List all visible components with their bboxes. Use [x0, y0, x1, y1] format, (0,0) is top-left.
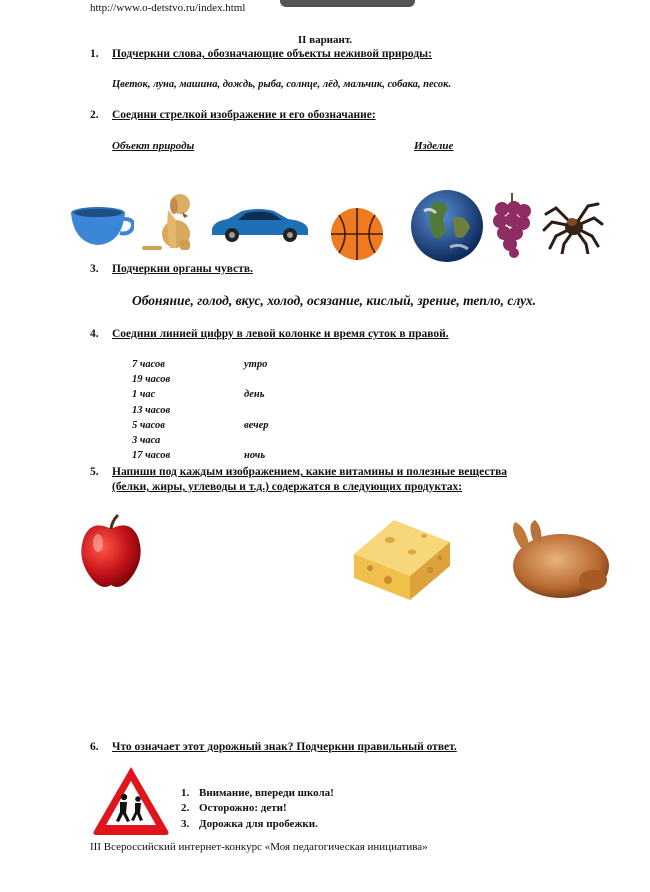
question-number: 4.	[90, 328, 99, 340]
question-4	[90, 328, 449, 340]
question-3	[90, 263, 253, 275]
question-number: 5.	[90, 466, 99, 478]
question-text: Соедини линией цифру в левой колонке и время суток в правой.	[112, 328, 449, 340]
question-5	[90, 466, 507, 478]
cup-icon	[70, 205, 134, 247]
answer-option[interactable]	[181, 787, 334, 799]
question-number: 1.	[90, 48, 99, 60]
basketball-icon	[329, 206, 385, 262]
grapes-icon	[490, 193, 534, 259]
variant-title: II вариант.	[297, 34, 353, 46]
question-text: Напиши под каждым изображением, какие витамины и полезные вещества	[112, 466, 508, 478]
page-footer: III Всероссийский интернет-конкурс «Моя педагогическая инициатива»	[90, 841, 428, 853]
hour-item: 19 часов	[132, 374, 171, 385]
hour-item: 1 час	[132, 389, 156, 400]
hour-item: 13 часов	[132, 405, 171, 416]
option-text: Осторожно: дети!	[199, 802, 287, 814]
time-of-day-item: ночь	[244, 450, 266, 461]
time-of-day-item: утро	[244, 359, 268, 370]
question-number: 2.	[90, 109, 99, 121]
earth-icon	[410, 189, 484, 263]
hour-item: 3 часа	[132, 435, 161, 446]
question-6	[90, 741, 457, 753]
question-5-line2	[112, 481, 462, 493]
page-url[interactable]: http://www.o-detstvo.ru/index.html	[90, 2, 246, 14]
car-icon	[208, 207, 312, 243]
question-1	[90, 48, 432, 60]
dog-icon	[140, 190, 202, 252]
apple-icon	[78, 513, 144, 591]
spider-icon	[542, 200, 604, 254]
browser-top-bar	[280, 0, 415, 7]
answer-option[interactable]	[181, 818, 318, 830]
q1-words: Цветок, луна, машина, дождь, рыба, солнце, лёд, мальчик, собака, песок.	[112, 79, 452, 90]
option-number: 3.	[181, 818, 190, 830]
option-text: Дорожка для пробежки.	[199, 818, 318, 830]
option-number: 2.	[181, 802, 190, 814]
cheese-icon	[350, 514, 454, 602]
question-number: 3.	[90, 263, 99, 275]
hour-item: 5 часов	[132, 420, 165, 431]
time-of-day-item: день	[244, 389, 265, 400]
question-text: Что означает этот дорожный знак? Подчеркни правильный ответ.	[112, 741, 457, 753]
chicken-icon	[503, 518, 615, 602]
answer-option[interactable]	[181, 802, 287, 814]
q3-words: Обоняние, голод, вкус, холод, осязание, кислый, зрение, тепло, слух.	[132, 293, 537, 308]
time-of-day-item: вечер	[244, 420, 269, 431]
question-text: Подчеркни органы чувств.	[112, 263, 253, 275]
children-crossing-road-sign	[90, 763, 172, 837]
question-number: 6.	[90, 741, 99, 753]
question-text: Соедини стрелкой изображение и его обозначание:	[112, 109, 376, 121]
column-products: Изделие	[414, 140, 454, 152]
question-2	[90, 109, 376, 121]
column-natural-objects: Объект природы	[112, 140, 195, 152]
question-text: Подчеркни слова, обозначающие объекты неживой природы:	[112, 48, 432, 60]
hour-item: 17 часов	[132, 450, 171, 461]
hour-item: 7 часов	[132, 359, 165, 370]
option-number: 1.	[181, 787, 190, 799]
option-text: Внимание, впереди школа!	[199, 787, 334, 799]
question-text: (белки, жиры, углеводы и т.д.) содержатся в следующих продуктах:	[112, 481, 463, 493]
